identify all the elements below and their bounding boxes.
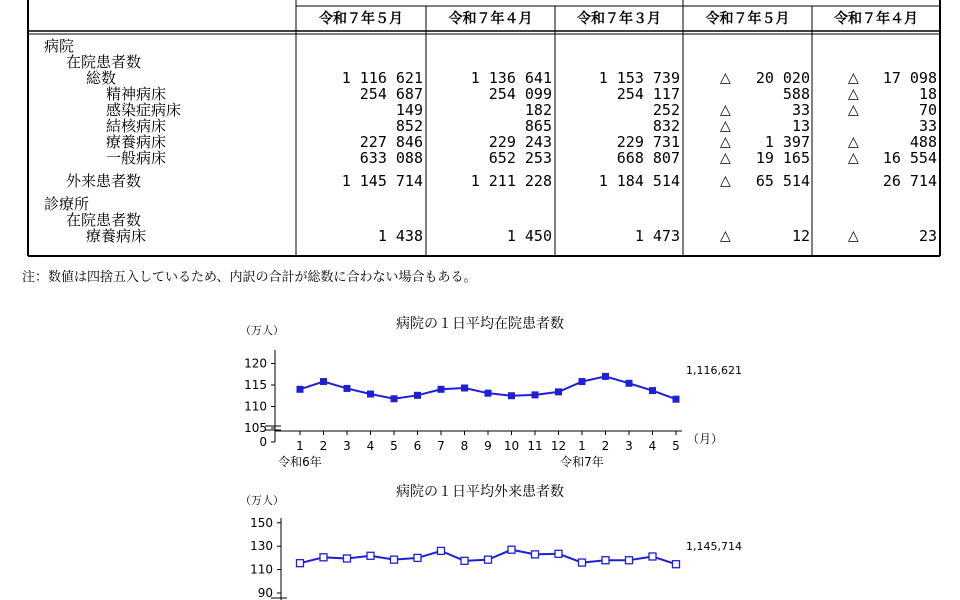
data-point: [320, 554, 327, 561]
table-cell: 252: [652, 101, 680, 119]
y-tick-label: 150: [250, 515, 273, 530]
data-point: [461, 557, 468, 564]
data-point: [391, 395, 398, 402]
table-cell: 227 846: [359, 133, 423, 151]
table-cell: 33: [918, 117, 937, 135]
y-tick-label: 110: [250, 562, 273, 577]
y-tick-label: 110: [244, 399, 267, 414]
table-cell: 1 473: [634, 227, 680, 245]
table-cell: 23: [918, 227, 937, 245]
row-label: 一般病床: [106, 149, 167, 167]
row-label: 総数: [86, 69, 117, 87]
table-cell: 1 211 228: [470, 172, 552, 190]
x-tick-label: 5: [672, 439, 680, 453]
table-cell: 149: [395, 101, 423, 119]
data-point: [297, 560, 304, 567]
data-point: [414, 554, 421, 561]
row-label: 外来患者数: [66, 172, 142, 190]
y-tick-label: 0: [259, 435, 267, 449]
x-tick-label: 3: [625, 439, 633, 453]
row-label: 精神病床: [106, 85, 167, 103]
table-cell: 254 117: [616, 85, 680, 103]
x-tick-label: 12: [550, 439, 567, 453]
table-cell: 668 807: [616, 149, 680, 167]
data-point: [579, 559, 586, 566]
data-point: [532, 551, 539, 558]
data-point: [602, 557, 609, 564]
statistics-table: [0, 0, 960, 260]
y-tick-label: 90: [257, 586, 273, 600]
inpatient-chart: [0, 310, 960, 480]
data-point: [626, 380, 633, 387]
table-cell: 12: [791, 227, 810, 245]
footnote: 注：数値は四捨五入しているため、内訳の合計が総数に合わない場合もある。: [22, 270, 477, 285]
column-header: 令和７年５月: [319, 11, 403, 27]
table-cell: 33: [791, 101, 810, 119]
data-point: [673, 561, 680, 568]
data-point: [344, 555, 351, 562]
row-label: 病院: [44, 37, 75, 55]
data-point: [555, 550, 562, 557]
decrease-triangle: △: [720, 150, 731, 166]
x-tick-label: 3: [343, 439, 351, 453]
table-cell: 1 397: [764, 133, 810, 151]
x-tick-label: 5: [390, 439, 398, 453]
row-label: 診療所: [44, 195, 90, 213]
x-tick-label: 2: [601, 439, 610, 453]
table-cell: 20 020: [755, 69, 810, 87]
era-label: 令和7年: [560, 455, 604, 469]
y-tick-label: 105: [244, 421, 267, 435]
decrease-triangle: △: [848, 102, 859, 118]
decrease-triangle: △: [848, 86, 859, 102]
table-cell: 13: [791, 117, 810, 135]
row-label: 感染症病床: [106, 101, 182, 119]
decrease-triangle: △: [720, 134, 731, 150]
data-point: [391, 556, 398, 563]
table-cell: 633 088: [359, 149, 423, 167]
data-point: [414, 392, 421, 399]
x-tick-label: 1: [296, 439, 304, 453]
table-cell: 254 687: [359, 85, 423, 103]
row-label: 療養病床: [106, 133, 167, 151]
column-header: 令和７年５月: [705, 11, 790, 27]
table-cell: 229 243: [488, 133, 552, 151]
table-cell: 19 165: [755, 149, 810, 167]
x-tick-label: 6: [413, 439, 422, 453]
data-point: [367, 391, 374, 398]
decrease-triangle: △: [720, 228, 731, 244]
decrease-triangle: △: [848, 228, 859, 244]
x-tick-label: 8: [460, 439, 469, 453]
decrease-triangle: △: [720, 70, 731, 86]
data-point: [438, 547, 445, 554]
table-cell: 1 450: [506, 227, 552, 245]
column-header: 令和７年３月: [577, 11, 661, 27]
data-point: [626, 557, 633, 564]
data-point: [602, 373, 609, 380]
table-cell: 1 145 714: [341, 172, 423, 190]
x-tick-label: 2: [319, 439, 328, 453]
table-cell: 1 116 621: [341, 69, 423, 87]
table-cell: 652 253: [488, 149, 552, 167]
table-cell: 18: [918, 85, 937, 103]
data-point: [649, 387, 656, 394]
end-value-label: 1,145,714: [686, 540, 742, 553]
x-tick-label: 10: [503, 439, 520, 453]
column-header: 令和７年４月: [834, 11, 918, 27]
x-tick-label: 7: [437, 439, 445, 453]
table-cell: 1 438: [377, 227, 423, 245]
data-point: [297, 386, 304, 393]
data-point: [508, 546, 515, 553]
data-point: [673, 396, 680, 403]
table-cell: 488: [909, 133, 937, 151]
table-cell: 1 136 641: [470, 69, 552, 87]
row-label: 療養病床: [86, 227, 147, 245]
data-point: [461, 385, 468, 392]
decrease-triangle: △: [848, 70, 859, 86]
decrease-triangle: △: [720, 102, 731, 118]
table-cell: 182: [524, 101, 552, 119]
column-header: 令和７年４月: [448, 11, 533, 27]
x-tick-label: 9: [484, 439, 492, 453]
data-point: [485, 390, 492, 397]
x-tick-label: 4: [366, 439, 375, 453]
era-label: 令和6年: [278, 455, 322, 469]
table-cell: 1 153 739: [598, 69, 680, 87]
y-tick-label: 115: [244, 378, 267, 392]
row-label: 在院患者数: [66, 53, 142, 71]
data-point: [485, 556, 492, 563]
data-point: [555, 388, 562, 395]
table-cell: 832: [652, 117, 680, 135]
data-point: [508, 392, 515, 399]
table-cell: 26 714: [882, 172, 937, 190]
x-tick-label: 11: [527, 439, 543, 453]
table-cell: 229 731: [616, 133, 680, 151]
data-point: [320, 378, 327, 385]
y-tick-label: 130: [250, 539, 273, 554]
table-cell: 65 514: [755, 172, 810, 190]
data-point: [532, 391, 539, 398]
table-cell: 70: [918, 101, 937, 119]
table-cell: 254 099: [488, 85, 552, 103]
data-point: [367, 552, 374, 559]
table-cell: 1 184 514: [598, 172, 680, 190]
table-cell: 16 554: [882, 149, 937, 167]
row-label: 結核病床: [106, 117, 167, 135]
decrease-triangle: △: [848, 134, 859, 150]
end-value-label: 1,116,621: [686, 364, 742, 377]
data-point: [438, 386, 445, 393]
decrease-triangle: △: [720, 118, 731, 134]
x-tick-label: 1: [578, 439, 586, 453]
x-tick-label: 4: [648, 439, 657, 453]
y-axis-label: （万人）: [240, 494, 284, 507]
table-cell: 17 098: [882, 69, 937, 87]
decrease-triangle: △: [720, 173, 731, 189]
decrease-triangle: △: [848, 150, 859, 166]
data-point: [344, 385, 351, 392]
row-label: 在院患者数: [66, 211, 142, 229]
table-cell: 852: [395, 117, 423, 135]
data-point: [649, 553, 656, 560]
table-cell: 588: [782, 85, 810, 103]
table-cell: 865: [524, 117, 552, 135]
x-axis-label: （月）: [686, 432, 724, 446]
outpatient-chart: [0, 480, 960, 600]
chart-title: 病院の１日平均外来患者数: [396, 484, 564, 500]
y-tick-label: 120: [244, 356, 267, 371]
data-point: [579, 378, 586, 385]
y-axis-label: （万人）: [240, 324, 284, 337]
chart-title: 病院の１日平均在院患者数: [396, 316, 564, 332]
